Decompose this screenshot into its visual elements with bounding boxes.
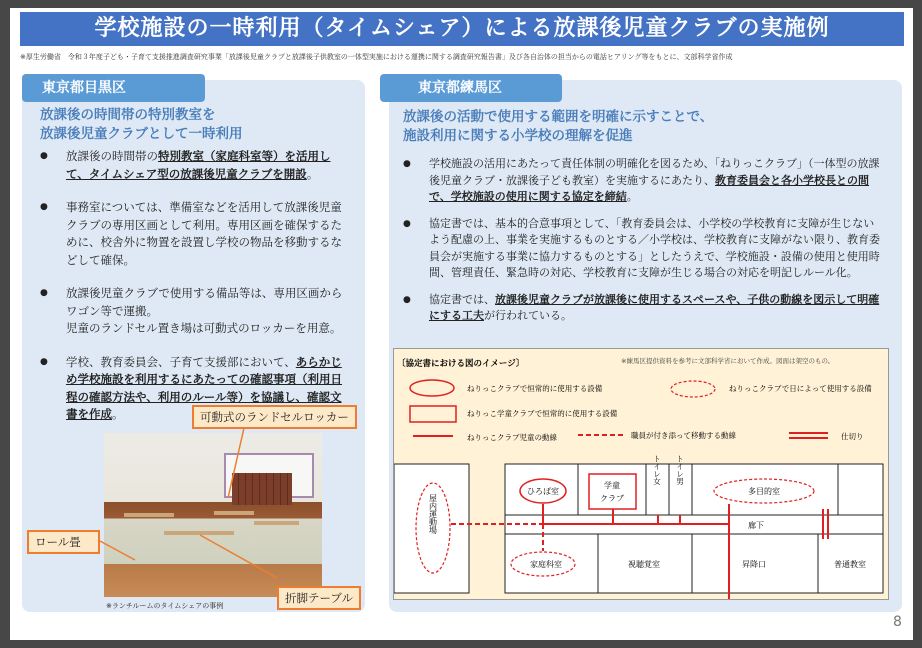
heading-line: 放課後児童クラブとして一時利用 — [40, 126, 243, 142]
room-label: 多目的室 — [748, 487, 780, 496]
heading-line: 施設利用に関する小学校の理解を促進 — [403, 128, 633, 144]
room-label: トイレ女 — [652, 455, 662, 485]
list-item: ● 事務室については、準備室などを活用して放課後児童クラブの専用区画として利用。専用区画を確保するために、校舎外に物置を設置し学校の物品を移動するなどして確保。 — [40, 199, 345, 269]
source-note: ※厚生労働省 令和３年度子ども・子育て支援推進調査研究事業「放課後児童クラブと放課後子供教室の一体型実施における運携に関する調査研究報告書」及び各自治体の担当からの電話ヒアリング等をもとに、文部科学省作成 — [20, 53, 733, 61]
list-item: ● 学校、教育委員会、子育て支援部において、あらかじめ学校施設を利用するにあたっての確認事項（利用日程の確認方法や、利用のルール等）を協議し、確認文書を作成。 — [40, 354, 345, 424]
dashed-ellipse-icon — [671, 381, 715, 397]
list-item: ● 学校施設の活用にあたって責任体制の明確化を図るため、「ねりっこクラブ」（一体型の放課後児童クラブ・放課後子ども教室）を実施するにあたり、教育委員会と各小学校長との間で、学校施設の使用に関する協定を締結。 — [403, 156, 883, 206]
legend-label: ねりっこクラブ児童の動線 — [467, 433, 557, 442]
legend-label: ねりっこクラブで恒常的に使用する設備 — [467, 384, 603, 393]
legend-label: ねりっこクラブで日によって使用する設備 — [729, 384, 872, 393]
room-label: 昇降口 — [742, 560, 766, 569]
room-label: 普通教室 — [834, 560, 866, 569]
floor-plan — [394, 349, 889, 600]
legend-label: 職員が付き添って移動する動線 — [631, 431, 736, 440]
diagram-title: 〔協定書における図のイメージ〕 — [397, 359, 525, 369]
legend-label: 仕切り — [841, 432, 864, 441]
solid-ellipse-icon — [410, 380, 454, 396]
nerima-heading — [403, 108, 713, 146]
list-item: ● 放課後の時間帯の特別教室（家庭科室等）を活用して、タイムシェア型の放課後児童クラブを開設。 — [40, 148, 345, 183]
page-title: 学校施設の一時利用（タイムシェア）による放課後児童クラブの実施例 — [20, 12, 904, 46]
callout-locker: 可動式のランドセルロッカー — [192, 405, 357, 429]
room-label: ひろば室 — [527, 487, 559, 496]
room-label: 家庭科室 — [530, 560, 562, 569]
nerima-bullets — [403, 156, 883, 325]
diagram-note: ※練馬区提供資料を参考に文部科学省において作成。図面は架空のもの。 — [621, 357, 835, 365]
list-item: ● 放課後児童クラブで使用する備品等は、専用区画からワゴン等で運搬。 児童のランドセル置き場は可動式のロッカーを用意。 — [40, 285, 345, 338]
list-item: ● 協定書では、放課後児童クラブが放課後に使用するスペースや、子供の動線を図示して明確にする工夫が行われている。 — [403, 292, 883, 325]
callout-table: 折脚テーブル — [277, 586, 361, 610]
heading-line: 放課後の時間帯の特別教室を — [40, 107, 216, 123]
callout-tatami: ロール畳 — [27, 530, 100, 554]
room-label: 屋内運動場 — [428, 494, 438, 534]
page-number: 8 — [893, 614, 902, 630]
meguro-tab: 東京都目黒区 — [22, 74, 205, 102]
list-item: ● 協定書では、基本的合意事項として、「教育委員会は、小学校の学校教育に支障が生じないよう配慮の上、事業を実施するものとする／小学校は、学校教育に支障がない限り、教育委員会が実施する事業に協力するものとする」としたうえで、学校施設・設備の使用と使用時間、管理責任、緊急時の対応、学校教育に支障が生じる場合の対応を明記しルール化。 — [403, 216, 883, 282]
room-label: 学童 — [604, 481, 620, 490]
photo-caption: ※ランチルームのタイムシェアの事例 — [106, 602, 224, 610]
rect-icon — [410, 406, 456, 422]
room-label: トイレ男 — [675, 455, 685, 485]
legend-label: ねりっこ学童クラブで恒常的に使用する設備 — [467, 409, 618, 418]
agreement-diagram — [393, 348, 889, 600]
room-label: 廊下 — [748, 521, 764, 530]
room-label: クラブ — [600, 494, 624, 503]
room-label: 視聴覚室 — [628, 560, 660, 569]
heading-line: 放課後の活動で使用する範囲を明確に示すことで、 — [403, 109, 714, 125]
nerima-tab: 東京都練馬区 — [380, 74, 562, 102]
